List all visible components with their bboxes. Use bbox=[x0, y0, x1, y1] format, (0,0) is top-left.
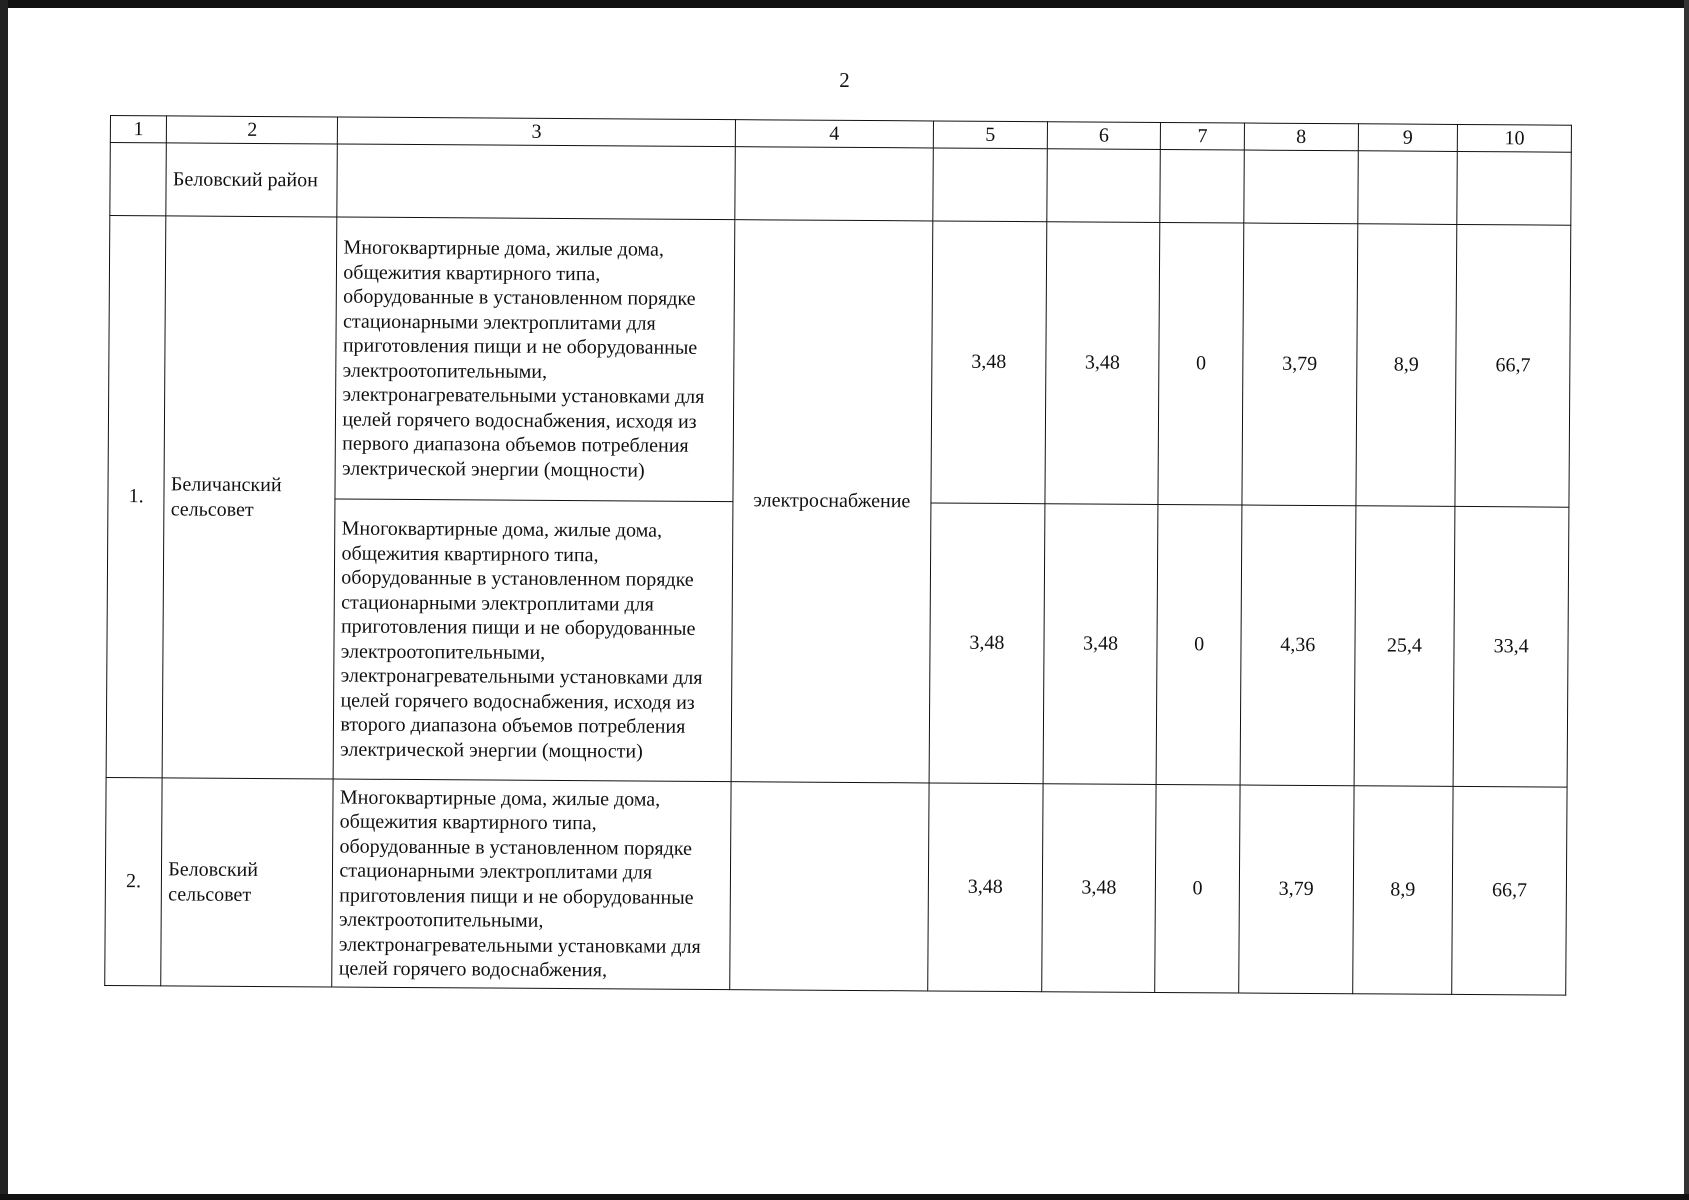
value-col-8: 3,79 bbox=[1242, 223, 1358, 506]
settlement-name: Беловский сельсовет bbox=[161, 778, 333, 987]
page-number: 2 bbox=[839, 68, 850, 92]
value-col-6: 3,48 bbox=[1043, 504, 1159, 785]
value-col-10: 66,7 bbox=[1455, 224, 1571, 507]
header-cell: 6 bbox=[1047, 122, 1161, 150]
value-col-7: 0 bbox=[1157, 504, 1242, 785]
empty-cell bbox=[1357, 151, 1457, 225]
value-col-5: 3,48 bbox=[928, 783, 1043, 992]
scan-border-right bbox=[1684, 0, 1689, 1200]
consumer-description: Многоквартирные дома, жилые дома, общежития квартирного типа, оборудованные в установленном порядке стационарными электроплитами для приготовления пищи и не оборудованные электроотопительными, электронагревательными установками для целей горячего водоснабжения, исходя из второго диапазона объемов потребления электрической энергии (мощности) bbox=[333, 499, 732, 782]
value-col-5: 3,48 bbox=[929, 503, 1045, 784]
value-col-8: 4,36 bbox=[1240, 505, 1356, 786]
consumer-description: Многоквартирные дома, жилые дома, общежития квартирного типа, оборудованные в установленном порядке стационарными электроплитами для приготовления пищи и не оборудованные электроотопительными, электронагревательными установками для целей горячего водоснабжения, исходя из первого диапазона объемов потребления электрической энергии (мощности) bbox=[335, 217, 734, 502]
header-cell: 10 bbox=[1458, 124, 1572, 152]
header-cell: 7 bbox=[1161, 122, 1245, 150]
service-type bbox=[730, 782, 930, 991]
settlement-name: Беличанский сельсовет bbox=[162, 216, 337, 779]
header-cell: 3 bbox=[338, 117, 736, 147]
empty-cell bbox=[337, 144, 735, 220]
value-col-9: 8,9 bbox=[1352, 786, 1453, 995]
district-name: Беловский район bbox=[166, 143, 338, 217]
value-col-8: 3,79 bbox=[1239, 785, 1354, 994]
value-col-9: 8,9 bbox=[1356, 224, 1457, 507]
header-cell: 4 bbox=[735, 120, 933, 148]
table-row bbox=[108, 216, 1571, 508]
value-col-7: 0 bbox=[1158, 222, 1243, 505]
empty-cell bbox=[1244, 150, 1358, 224]
scan-border-top bbox=[0, 0, 1689, 8]
header-cell: 9 bbox=[1358, 124, 1458, 152]
value-col-10: 33,4 bbox=[1453, 506, 1569, 787]
empty-cell bbox=[1160, 149, 1244, 223]
row-number: 1. bbox=[106, 216, 166, 778]
header-cell: 5 bbox=[933, 121, 1047, 149]
value-col-7: 0 bbox=[1155, 784, 1240, 993]
header-cell: 8 bbox=[1244, 123, 1358, 151]
header-cell: 1 bbox=[110, 116, 167, 143]
table-row bbox=[105, 777, 1567, 995]
value-col-9: 25,4 bbox=[1354, 506, 1455, 787]
value-col-5: 3,48 bbox=[931, 221, 1047, 504]
empty-cell bbox=[110, 143, 167, 216]
empty-cell bbox=[1457, 151, 1571, 225]
scan-border-left bbox=[0, 0, 8, 1200]
scan-border-bottom bbox=[0, 1194, 1689, 1200]
value-col-6: 3,48 bbox=[1041, 784, 1156, 993]
service-type: электроснабжение bbox=[731, 220, 933, 783]
header-cell: 2 bbox=[167, 116, 338, 144]
empty-cell bbox=[933, 148, 1047, 222]
value-col-6: 3,48 bbox=[1045, 222, 1161, 505]
empty-cell bbox=[1047, 149, 1161, 223]
tariff-table bbox=[104, 115, 1572, 996]
row-number: 2. bbox=[105, 777, 163, 985]
value-col-10: 66,7 bbox=[1452, 786, 1567, 995]
empty-cell bbox=[735, 147, 934, 221]
consumer-description: Многоквартирные дома, жилые дома, общежития квартирного типа, оборудованные в установленном порядке стационарными электроплитами для приготовления пищи и не оборудованные электроотопительными, электронагревательными установками для целей горячего водоснабжения, bbox=[332, 779, 731, 990]
district-row bbox=[110, 143, 1571, 226]
